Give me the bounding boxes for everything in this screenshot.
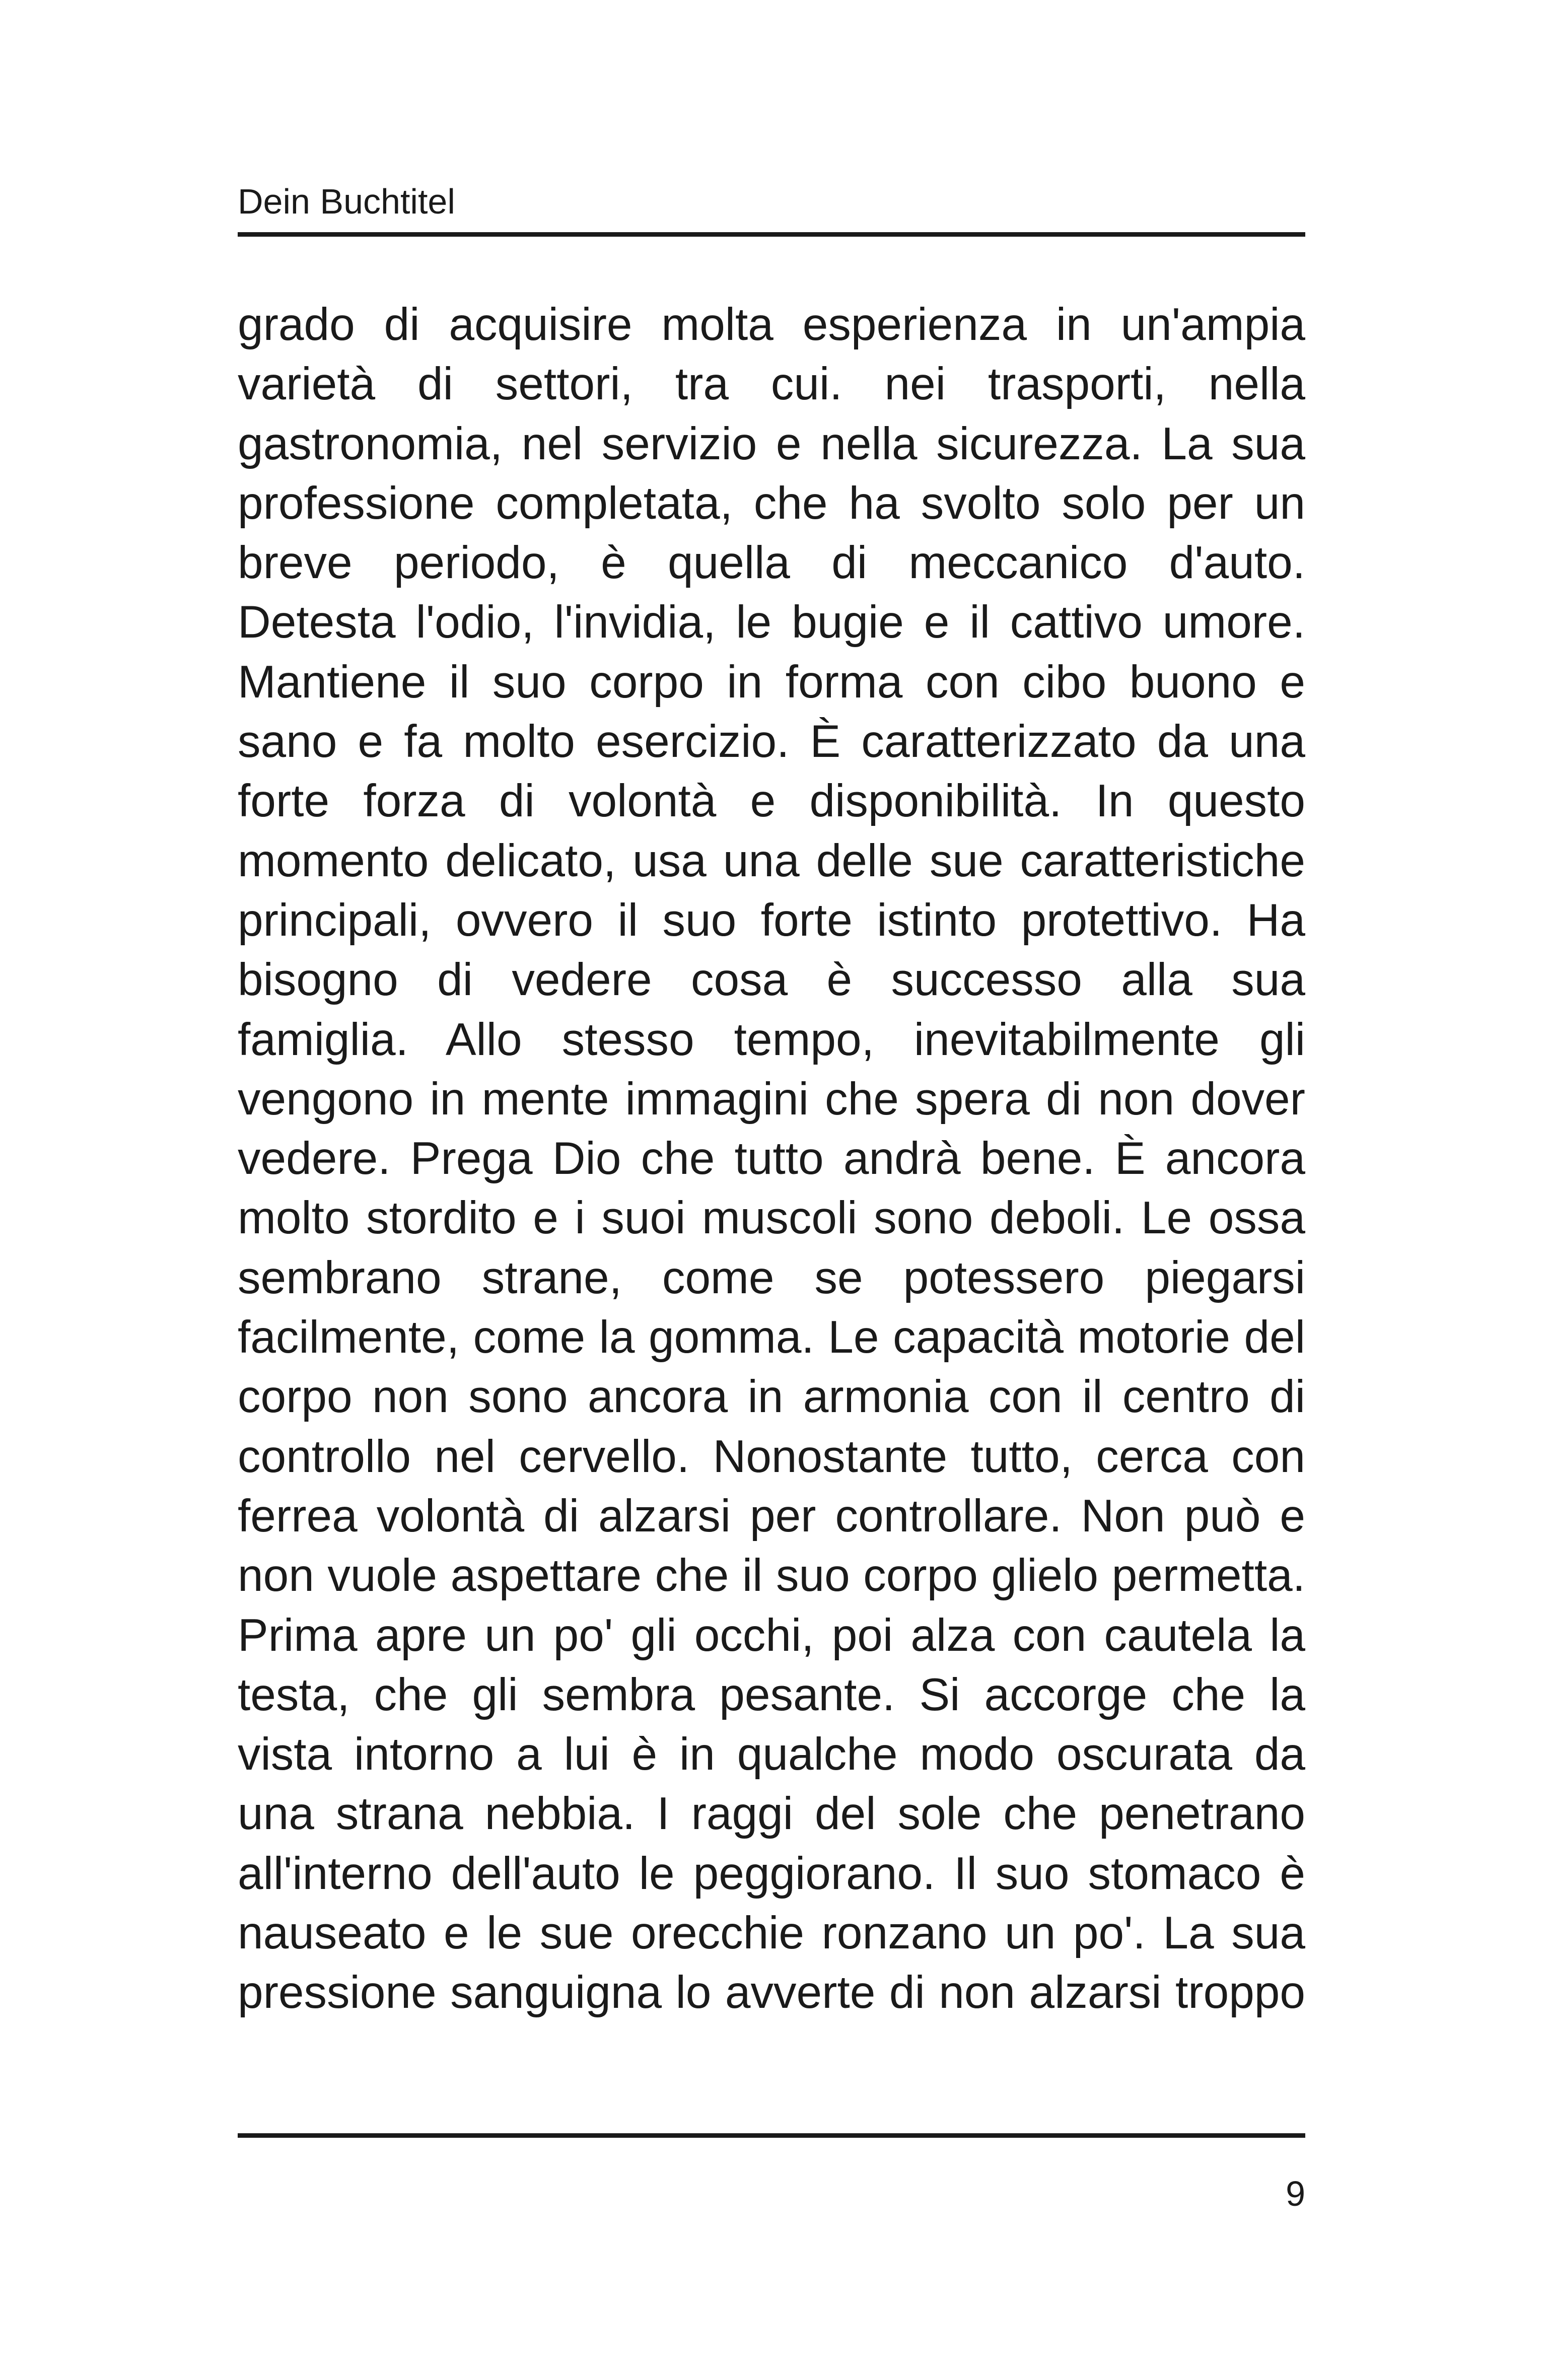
- text-line: corpo non sono ancora in armonia con il centro di: [238, 1371, 1305, 1423]
- page-number: 9: [1286, 2174, 1305, 2213]
- text-line: varietà di settori, tra cui. nei trasporti, nella: [238, 359, 1305, 410]
- text-line: facilmente, come la gomma. Le capacità motorie del: [238, 1312, 1305, 1363]
- text-line: principali, ovvero il suo forte istinto protettivo. Ha: [238, 894, 1305, 946]
- text-line: molto stordito e i suoi muscoli sono deboli. Le ossa: [238, 1193, 1305, 1244]
- text-line: momento delicato, usa una delle sue caratteristiche: [238, 835, 1305, 886]
- text-line: pressione sanguigna lo avverte di non alzarsi troppo: [238, 1967, 1305, 2018]
- text-line: vista intorno a lui è in qualche modo oscurata da: [238, 1729, 1305, 1780]
- text-line: bisogno di vedere cosa è successo alla sua: [238, 954, 1305, 1006]
- text-line: sembrano strane, come se potessero piegarsi: [238, 1252, 1305, 1303]
- footer-divider: [238, 2133, 1305, 2138]
- text-line: all'interno dell'auto le peggiorano. Il suo stomaco è: [238, 1848, 1305, 1899]
- text-line: Mantiene il suo corpo in forma con cibo buono e: [238, 656, 1305, 708]
- text-line: testa, che gli sembra pesante. Si accorge che la: [238, 1669, 1305, 1720]
- text-line: Prima apre un po' gli occhi, poi alza con cautela la: [238, 1609, 1305, 1661]
- text-line: vedere. Prega Dio che tutto andrà bene. È ancora: [238, 1133, 1305, 1184]
- text-line: nauseato e le sue orecchie ronzano un po'. La sua: [238, 1908, 1305, 1959]
- text-line: Detesta l'odio, l'invidia, le bugie e il cattivo umore.: [238, 597, 1305, 648]
- text-line: grado di acquisire molta esperienza in un'ampia: [238, 299, 1305, 350]
- body-text: [238, 295, 1305, 2023]
- text-line: forte forza di volontà e disponibilità. In questo: [238, 776, 1305, 827]
- text-line: ferrea volontà di alzarsi per controllare. Non può e: [238, 1490, 1305, 1542]
- text-line: gastronomia, nel servizio e nella sicurezza. La sua: [238, 418, 1305, 469]
- text-line: sano e fa molto esercizio. È caratterizzato da una: [238, 716, 1305, 767]
- text-line: una strana nebbia. I raggi del sole che penetrano: [238, 1788, 1305, 1840]
- text-line: breve periodo, è quella di meccanico d'auto.: [238, 537, 1305, 589]
- text-line: controllo nel cervello. Nonostante tutto, cerca con: [238, 1431, 1305, 1482]
- text-line: vengono in mente immagini che spera di non dover: [238, 1073, 1305, 1125]
- text-line: non vuole aspettare che il suo corpo glielo permetta.: [238, 1550, 1305, 1601]
- running-header-title: Dein Buchtitel: [238, 182, 455, 221]
- header-divider: [238, 232, 1305, 237]
- text-line: famiglia. Allo stesso tempo, inevitabilmente gli: [238, 1014, 1305, 1065]
- text-line: professione completata, che ha svolto solo per un: [238, 477, 1305, 529]
